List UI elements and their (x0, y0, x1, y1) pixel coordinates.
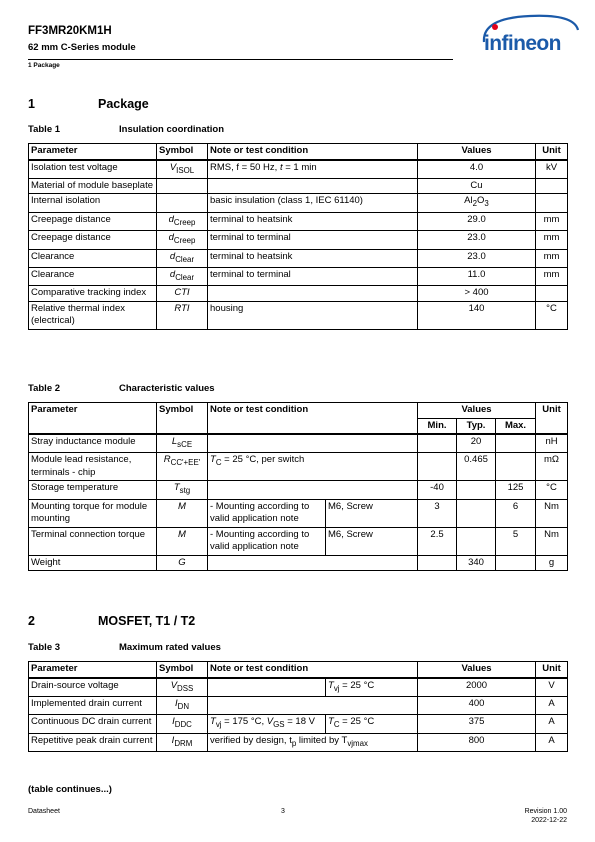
value-cell: 2000 (418, 678, 536, 697)
unit-cell: mm (536, 212, 568, 230)
max-rated-table (28, 661, 568, 752)
value-cell: Cu (418, 178, 536, 194)
max-cell (496, 453, 536, 481)
section1-title: Package (98, 97, 149, 111)
note-cell: terminal to heatsink (208, 212, 418, 230)
typ-cell (457, 527, 496, 555)
symbol-cell: M (157, 499, 208, 527)
unit-cell: kV (536, 160, 568, 179)
symbol-cell: $T_{stg}$ (157, 481, 208, 499)
header-parameter: Parameter (29, 144, 157, 160)
header-parameter: Parameter (29, 662, 157, 678)
note-extra-cell: M6, Screw (326, 527, 418, 555)
section2-number: 2 (28, 614, 35, 628)
note-cell (208, 696, 418, 714)
logo-wordmark: infineon (484, 32, 561, 55)
infineon-logo (478, 12, 582, 62)
value-cell: 800 (418, 733, 536, 751)
min-cell: 3 (418, 499, 457, 527)
note-cell (208, 678, 326, 697)
header-symbol: Symbol (157, 144, 208, 160)
note-cell: terminal to terminal (208, 267, 418, 285)
note-cell (208, 178, 418, 194)
parameter-cell: Stray inductance module (29, 434, 157, 453)
table-row (29, 527, 568, 555)
table-row (29, 194, 568, 212)
table-row (29, 267, 568, 285)
min-cell (418, 555, 457, 571)
symbol-cell: $I_{DRM}$ (157, 733, 208, 751)
unit-cell: A (536, 733, 568, 751)
note-extra-cell: $T_{vj} = 25$ °C (326, 678, 418, 697)
table-row (29, 434, 568, 453)
footer-revision: Revision 1.00 (524, 808, 567, 815)
parameter-cell: Continuous DC drain current (29, 715, 157, 733)
symbol-cell (157, 178, 208, 194)
parameter-cell: Repetitive peak drain current (29, 733, 157, 751)
symbol-cell: RTI (157, 301, 208, 329)
unit-cell: mm (536, 249, 568, 267)
note-cell: - Mounting according to valid application note (208, 499, 326, 527)
unit-cell: mΩ (536, 453, 568, 481)
note-cell: verified by design, $t_p$ limited by $T_{vjmax}$ (208, 733, 418, 751)
footer-doc-type: Datasheet (28, 808, 60, 815)
value-cell: 29.0 (418, 212, 536, 230)
table-row (29, 696, 568, 714)
table1-title: Insulation coordination (119, 124, 225, 135)
table3-title: Maximum rated values (119, 642, 221, 653)
symbol-cell: $V_{ISOL}$ (157, 160, 208, 179)
note-extra-cell: M6, Screw (326, 499, 418, 527)
symbol-cell: CTI (157, 286, 208, 302)
symbol-cell: $R_{CC'+EE'}$ (157, 453, 208, 481)
parameter-cell: Clearance (29, 249, 157, 267)
symbol-cell: $d_{Creep}$ (157, 231, 208, 249)
symbol-cell: $d_{Clear}$ (157, 249, 208, 267)
note-cell (208, 286, 418, 302)
unit-cell (536, 178, 568, 194)
note-cell: $T_{vj} = 175$ °C, $V_{GS} = 18$ V (208, 715, 326, 733)
symbol-cell: $V_{DSS}$ (157, 678, 208, 697)
typ-cell: 0.465 (457, 453, 496, 481)
table1-label: Table 1 (28, 124, 61, 135)
symbol-cell: $L_{sCE}$ (157, 434, 208, 453)
symbol-cell: $d_{Clear}$ (157, 267, 208, 285)
logo-dot (492, 24, 498, 30)
max-cell: 5 (496, 527, 536, 555)
value-cell: 140 (418, 301, 536, 329)
unit-cell: Nm (536, 527, 568, 555)
table-row (29, 481, 568, 499)
parameter-cell: Clearance (29, 267, 157, 285)
header-note: Note or test condition (208, 662, 418, 678)
note-cell (208, 555, 418, 571)
table-row (29, 212, 568, 230)
table-row (29, 453, 568, 481)
section1-number: 1 (28, 97, 35, 111)
max-cell (496, 555, 536, 571)
max-cell: 6 (496, 499, 536, 527)
unit-cell: nH (536, 434, 568, 453)
characteristic-table (28, 402, 568, 571)
parameter-cell: Creepage distance (29, 212, 157, 230)
note-extra-cell: $T_C = 25$ °C (326, 715, 418, 733)
table-row (29, 231, 568, 249)
typ-cell (457, 499, 496, 527)
unit-cell: mm (536, 267, 568, 285)
unit-cell: A (536, 715, 568, 733)
table-row (29, 555, 568, 571)
table-row (29, 715, 568, 733)
header-symbol: Symbol (157, 662, 208, 678)
header-note: Note or test condition (208, 403, 418, 435)
unit-cell (536, 194, 568, 212)
header-typ: Typ. (457, 418, 496, 434)
parameter-cell: Terminal connection torque (29, 527, 157, 555)
symbol-cell: G (157, 555, 208, 571)
min-cell (418, 434, 457, 453)
footer-page-number: 3 (281, 808, 285, 815)
value-cell: 375 (418, 715, 536, 733)
table-row (29, 249, 568, 267)
insulation-table (28, 143, 568, 330)
table2-label: Table 2 (28, 383, 61, 394)
parameter-cell: Comparative tracking index (29, 286, 157, 302)
header-min: Min. (418, 418, 457, 434)
header-note: Note or test condition (208, 144, 418, 160)
parameter-cell: Internal isolation (29, 194, 157, 212)
note-cell: terminal to terminal (208, 231, 418, 249)
value-cell: 23.0 (418, 249, 536, 267)
header-divider (28, 59, 453, 60)
table-row (29, 301, 568, 329)
parameter-cell: Storage temperature (29, 481, 157, 499)
max-cell (496, 434, 536, 453)
parameter-cell: Isolation test voltage (29, 160, 157, 179)
note-cell: - Mounting according to valid application note (208, 527, 326, 555)
note-cell: housing (208, 301, 418, 329)
table-row (29, 733, 568, 751)
unit-cell: V (536, 678, 568, 697)
note-cell: basic insulation (class 1, IEC 61140) (208, 194, 418, 212)
parameter-cell: Drain-source voltage (29, 678, 157, 697)
value-cell: > 400 (418, 286, 536, 302)
parameter-cell: Relative thermal index (electrical) (29, 301, 157, 329)
note-cell (208, 434, 418, 453)
unit-cell (536, 286, 568, 302)
symbol-cell: $I_{DDC}$ (157, 715, 208, 733)
symbol-cell: $d_{Creep}$ (157, 212, 208, 230)
table-row (29, 178, 568, 194)
parameter-cell: Implemented drain current (29, 696, 157, 714)
symbol-cell (157, 194, 208, 212)
table-row (29, 499, 568, 527)
table3-label: Table 3 (28, 642, 61, 653)
table-continues-note: (table continues...) (28, 784, 112, 795)
header-parameter: Parameter (29, 403, 157, 435)
unit-cell: A (536, 696, 568, 714)
value-cell: 4.0 (418, 160, 536, 179)
symbol-cell: M (157, 527, 208, 555)
header-unit: Unit (536, 144, 568, 160)
min-cell (418, 453, 457, 481)
parameter-cell: Weight (29, 555, 157, 571)
parameter-cell: Material of module baseplate (29, 178, 157, 194)
note-cell (208, 481, 418, 499)
note-cell: RMS, f = 50 Hz, t = 1 min (208, 160, 418, 179)
header-section-ref: 1 Package (28, 62, 60, 69)
header-symbol: Symbol (157, 403, 208, 435)
header-values: Values (418, 662, 536, 678)
min-cell: 2.5 (418, 527, 457, 555)
footer-date: 2022-12-22 (531, 817, 567, 824)
note-cell: $T_C = 25$ °C, per switch (208, 453, 418, 481)
value-cell: $Al_2O_3$ (418, 194, 536, 212)
symbol-cell: $I_{DN}$ (157, 696, 208, 714)
unit-cell: mm (536, 231, 568, 249)
table-row (29, 286, 568, 302)
unit-cell: Nm (536, 499, 568, 527)
section2-title: MOSFET, T1 / T2 (98, 614, 196, 628)
typ-cell: 340 (457, 555, 496, 571)
table-row (29, 160, 568, 179)
typ-cell: 20 (457, 434, 496, 453)
max-cell: 125 (496, 481, 536, 499)
typ-cell (457, 481, 496, 499)
parameter-cell: Module lead resistance, terminals - chip (29, 453, 157, 481)
table2-title: Characteristic values (119, 383, 215, 394)
min-cell: -40 (418, 481, 457, 499)
table-row (29, 678, 568, 697)
header-unit: Unit (536, 403, 568, 435)
header-max: Max. (496, 418, 536, 434)
parameter-cell: Creepage distance (29, 231, 157, 249)
product-title: FF3MR20KM1H (28, 25, 112, 37)
value-cell: 400 (418, 696, 536, 714)
header-values: Values (418, 403, 536, 419)
product-subtitle: 62 mm C-Series module (28, 42, 136, 53)
unit-cell: °C (536, 481, 568, 499)
parameter-cell: Mounting torque for module mounting (29, 499, 157, 527)
note-cell: terminal to heatsink (208, 249, 418, 267)
unit-cell: g (536, 555, 568, 571)
value-cell: 23.0 (418, 231, 536, 249)
unit-cell: °C (536, 301, 568, 329)
header-unit: Unit (536, 662, 568, 678)
header-values: Values (418, 144, 536, 160)
value-cell: 11.0 (418, 267, 536, 285)
